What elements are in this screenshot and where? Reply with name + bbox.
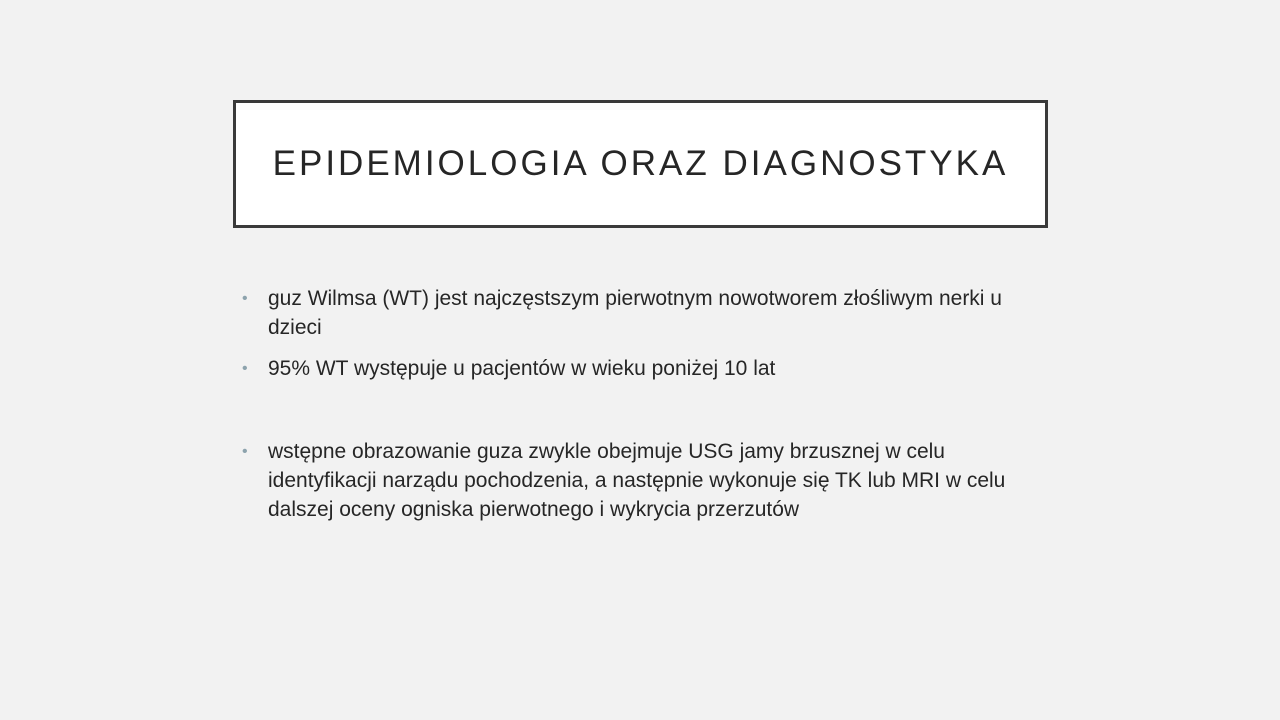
- title-box: [233, 100, 1048, 228]
- bullet-icon: •: [242, 360, 248, 377]
- bullet-text: wstępne obrazowanie guza zwykle obejmuje USG jamy brzusznej w celu identyfikacji narządu pochodzenia, a następnie wykonuje się TK lub MRI w celu dalszej oceny ogniska pierwotnego i wykrycia przerzutów: [268, 440, 1006, 521]
- bullet-item: [242, 284, 1042, 342]
- slide-title: EPIDEMIOLOGIA ORAZ DIAGNOSTYKA: [272, 144, 1009, 183]
- bullet-icon: •: [242, 443, 248, 460]
- bullet-item: [242, 354, 1042, 383]
- bullet-item: [242, 437, 1042, 524]
- bullet-icon: •: [242, 290, 248, 307]
- bullet-text: 95% WT występuje u pacjentów w wieku poniżej 10 lat: [268, 357, 776, 380]
- bullet-list: [242, 284, 1042, 524]
- bullet-text: guz Wilmsa (WT) jest najczęstszym pierwotnym nowotworem złośliwym nerki u dzieci: [268, 287, 1002, 339]
